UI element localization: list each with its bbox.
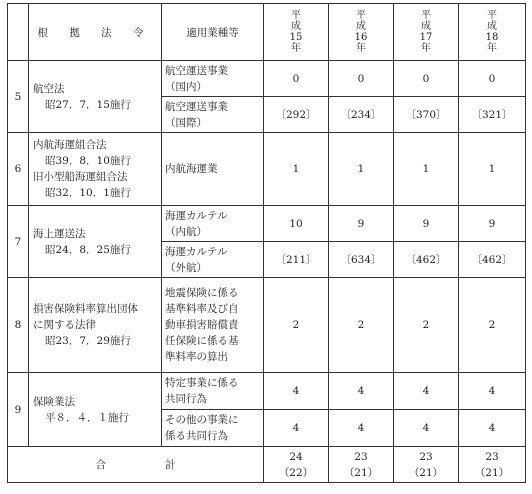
industry-cell: 海運カルテル （内航） <box>162 206 264 242</box>
value-cell: 0 <box>264 61 329 97</box>
value-cell: 9 <box>459 206 526 242</box>
value-cell: 〔462〕 <box>394 242 459 278</box>
value-cell: 0 <box>329 61 394 97</box>
value-cell: 1 <box>459 133 526 206</box>
value-cell: 〔462〕 <box>459 242 526 278</box>
row-number: 7 <box>8 206 29 278</box>
value-cell: 〔292〕 <box>264 97 329 133</box>
total-label: 合計 <box>8 447 264 483</box>
industry-cell: 内航海運業 <box>162 133 264 206</box>
law-cell: 内航海運組合法 昭39．8．10施行 旧小型船海運組合法 昭32．10．1施行 <box>29 133 162 206</box>
header-row <box>8 4 526 61</box>
value-cell: 2 <box>394 278 459 373</box>
value-cell: 〔634〕 <box>329 242 394 278</box>
value-cell: 9 <box>394 206 459 242</box>
table-row <box>8 61 526 97</box>
total-row <box>8 447 526 483</box>
row-number: 8 <box>8 278 29 373</box>
industry-cell: その他の事業に 係る共同行為 <box>162 410 264 447</box>
value-cell: 2 <box>459 278 526 373</box>
total-value-cell: 23 （21） <box>459 447 526 483</box>
value-cell: 1 <box>394 133 459 206</box>
industry-cell: 海運カルテル （外航） <box>162 242 264 278</box>
value-cell: 9 <box>329 206 394 242</box>
value-cell: 4 <box>264 373 329 410</box>
industry-cell: 特定事業に係る 共同行為 <box>162 373 264 410</box>
value-cell: 4 <box>394 410 459 447</box>
value-cell: 1 <box>329 133 394 206</box>
row-number: 6 <box>8 133 29 206</box>
year-header-h17: 平 成 17 年 <box>394 4 459 61</box>
value-cell: 〔211〕 <box>264 242 329 278</box>
value-cell: 10 <box>264 206 329 242</box>
value-cell: 1 <box>264 133 329 206</box>
year-header-h18: 平 成 18 年 <box>459 4 526 61</box>
table-row <box>8 373 526 410</box>
cartel-exemption-table <box>7 3 526 483</box>
row-number: 5 <box>8 61 29 133</box>
value-cell: 〔321〕 <box>459 97 526 133</box>
value-cell: 4 <box>264 410 329 447</box>
year-header-h15: 平 成 15 年 <box>264 4 329 61</box>
law-cell: 航空法 昭27．7．15施行 <box>29 61 162 133</box>
row-number: 9 <box>8 373 29 447</box>
industry-cell: 航空運送事業 （国際） <box>162 97 264 133</box>
value-cell: 4 <box>394 373 459 410</box>
industry-cell: 航空運送事業 （国内） <box>162 61 264 97</box>
table-row <box>8 133 526 206</box>
law-cell: 損害保険料率算出団体 に関する法律 昭23．7．29施行 <box>29 278 162 373</box>
value-cell: 4 <box>459 410 526 447</box>
law-header: 根 拠 法 令 <box>29 4 162 61</box>
value-cell: 4 <box>459 373 526 410</box>
total-value-cell: 24 （22） <box>264 447 329 483</box>
table-row <box>8 206 526 242</box>
value-cell: 0 <box>459 61 526 97</box>
industry-header: 適用業種等 <box>162 4 264 61</box>
table-row <box>8 278 526 373</box>
total-value-cell: 23 （21） <box>329 447 394 483</box>
year-header-h16: 平 成 16 年 <box>329 4 394 61</box>
law-cell: 保険業法 平８．４．１施行 <box>29 373 162 447</box>
industry-cell: 地震保険に係る 基準料率及び自 動車損害賠償責 任保険に係る基 準料率の算出 <box>162 278 264 373</box>
total-value-cell: 23 （21） <box>394 447 459 483</box>
number-header <box>8 4 29 61</box>
law-cell: 海上運送法 昭24．8．25施行 <box>29 206 162 278</box>
value-cell: 2 <box>264 278 329 373</box>
legal-exemption-table-page <box>7 3 525 490</box>
value-cell: 0 <box>394 61 459 97</box>
value-cell: 〔234〕 <box>329 97 394 133</box>
value-cell: 〔370〕 <box>394 97 459 133</box>
value-cell: 2 <box>329 278 394 373</box>
value-cell: 4 <box>329 373 394 410</box>
value-cell: 4 <box>329 410 394 447</box>
